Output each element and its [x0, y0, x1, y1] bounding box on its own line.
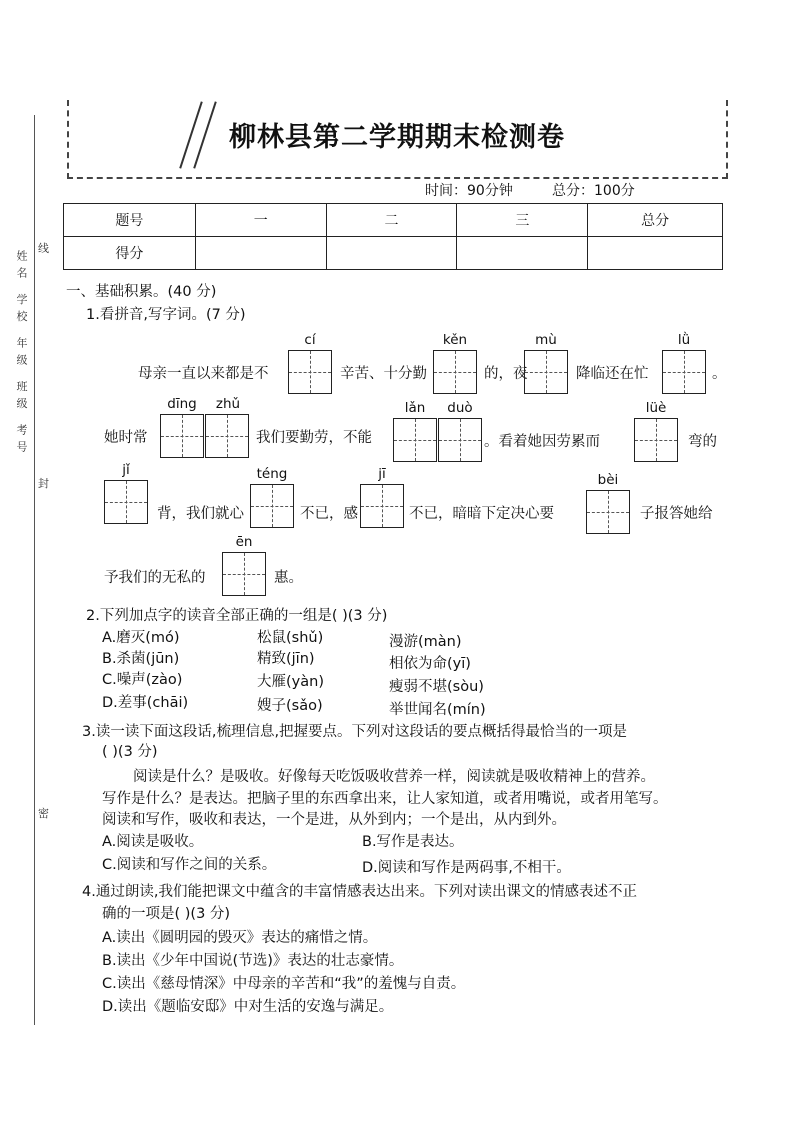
table-cell: 题号 [64, 204, 196, 237]
table-cell: 总分 [588, 204, 723, 237]
answer-box[interactable] [104, 480, 148, 524]
table-cell: 得分 [64, 237, 196, 270]
q1-text: 辛苦、十分勤 [340, 366, 427, 382]
answer-box[interactable] [433, 350, 477, 394]
q1-text: 降临还在忙 [576, 366, 649, 382]
q1-text: 弯的 [688, 434, 717, 450]
pinyin-label: dīng [167, 396, 197, 412]
answer-box[interactable] [205, 414, 249, 458]
q1-text: 。看着她因劳累而 [484, 434, 600, 450]
question-1-prompt: 1.看拼音,写字词。(7 分) [86, 307, 246, 323]
answer-box[interactable] [250, 484, 294, 528]
score-input-cell[interactable] [326, 237, 457, 270]
q1-text: 她时常 [104, 430, 148, 446]
q2-option: D.差事(chāi) [102, 695, 189, 711]
score-input-cell[interactable] [588, 237, 723, 270]
q2-option: B.杀菌(jūn) [102, 651, 180, 667]
q3-option: C.阅读和写作之间的关系。 [102, 857, 277, 873]
pinyin-label: téng [256, 466, 288, 482]
answer-box[interactable] [438, 418, 482, 462]
pinyin-label: zhǔ [215, 396, 241, 412]
q1-text: 。 [712, 366, 727, 382]
q3-option: A.阅读是吸收。 [102, 834, 204, 850]
q1-text: 背，我们就心 [157, 506, 244, 522]
binding-mark-seal: 封 [38, 477, 49, 490]
table-cell: 二 [326, 204, 457, 237]
q3-passage-line: 阅读和写作，吸收和表达，一个是进，从外到内；一个是出，从内到外。 [102, 812, 566, 828]
question-4-prompt: 4.通过朗读,我们能把课文中蕴含的丰富情感表达出来。下列对读出课文的情感表述不正 [82, 884, 637, 900]
q1-text: 我们要勤劳，不能 [256, 430, 372, 446]
pinyin-label: kěn [442, 332, 468, 348]
q2-option: 精致(jīn) [257, 651, 315, 667]
answer-box[interactable] [524, 350, 568, 394]
answer-box[interactable] [662, 350, 706, 394]
score-input-cell[interactable] [195, 237, 326, 270]
q2-option: 大雁(yàn) [257, 674, 324, 690]
q2-option: A.磨灭(mó) [102, 630, 180, 646]
question-3-prompt: 3.读一读下面这段话,梳理信息,把握要点。下列对这段话的要点概括得最恰当的一项是 [82, 724, 628, 740]
binding-mark-line: 线 [38, 242, 49, 255]
q1-text: 惠。 [274, 570, 303, 586]
pinyin-label: jī [378, 466, 386, 482]
answer-box[interactable] [393, 418, 437, 462]
q1-text: 予我们的无私的 [104, 570, 206, 586]
q1-text: 母亲一直以来都是不 [138, 366, 269, 382]
q2-option: 漫游(màn) [389, 634, 462, 650]
answer-box[interactable] [634, 418, 678, 462]
q2-option: C.噪声(zào) [102, 672, 183, 688]
table-cell: 三 [457, 204, 588, 237]
binding-line [34, 115, 35, 1025]
question-2-prompt: 2.下列加点字的读音全部正确的一组是( )(3 分) [86, 608, 388, 624]
q4-option: D.读出《题临安邸》中对生活的安逸与满足。 [102, 999, 394, 1015]
pinyin-label: bèi [597, 472, 619, 488]
answer-box[interactable] [360, 484, 404, 528]
q3-option: D.阅读和写作是两码事,不相干。 [362, 860, 571, 876]
q2-option: 举世闻名(mín) [389, 702, 486, 718]
q4-option: B.读出《少年中国说(节选)》表达的壮志豪情。 [102, 953, 404, 969]
q1-text: 不已，暗暗下定决心要 [409, 506, 554, 522]
q4-option: C.读出《慈母情深》中母亲的辛苦和“我”的羞愧与自责。 [102, 976, 466, 992]
pinyin-label: lüè [645, 400, 667, 416]
q1-text: 的，夜 [484, 366, 528, 382]
q1-text: 不已，感 [300, 506, 358, 522]
answer-box[interactable] [288, 350, 332, 394]
q4-option: A.读出《圆明园的毁灭》表达的痛惜之情。 [102, 930, 378, 946]
score-input-cell[interactable] [457, 237, 588, 270]
question-4-blank: 确的一项是( )(3 分) [102, 906, 231, 922]
answer-box[interactable] [160, 414, 204, 458]
q2-option: 嫂子(sǎo) [257, 698, 323, 714]
pinyin-label: jǐ [122, 462, 130, 478]
exam-time: 时间：90分钟 [425, 183, 513, 199]
exam-total: 总分：100分 [552, 183, 635, 199]
pinyin-label: mù [535, 332, 557, 348]
q1-text: 子报答她给 [640, 506, 713, 522]
q3-passage-line: 写作是什么？是表达。把脑子里的东西拿出来，让人家知道，或者用嘴说，或者用笔写。 [102, 791, 668, 807]
pinyin-label: ēn [235, 534, 253, 550]
answer-box[interactable] [222, 552, 266, 596]
section-heading: 一、基础积累。(40 分) [66, 284, 217, 300]
q3-option: B.写作是表达。 [362, 834, 464, 850]
page-title: 柳林县第二学期期末检测卷 [229, 122, 565, 153]
binding-info: 姓名 学校 年级 班级 考号 [15, 250, 28, 458]
answer-box[interactable] [586, 490, 630, 534]
pinyin-label: lǜ [677, 332, 691, 348]
pinyin-label: cí [304, 332, 316, 348]
question-3-blank: ( )(3 分) [102, 744, 158, 760]
pinyin-label: duò [447, 400, 473, 416]
pinyin-label: lǎn [404, 400, 426, 416]
q3-passage-line: 阅读是什么？是吸收。好像每天吃饭吸收营养一样，阅读就是吸收精神上的营养。 [133, 769, 655, 785]
q2-option: 瘦弱不堪(sòu) [389, 679, 484, 695]
score-table [63, 203, 723, 270]
table-cell: 一 [195, 204, 326, 237]
binding-mark-secret: 密 [38, 807, 49, 820]
q2-option: 松鼠(shǔ) [257, 630, 324, 646]
q2-option: 相依为命(yī) [389, 656, 471, 672]
